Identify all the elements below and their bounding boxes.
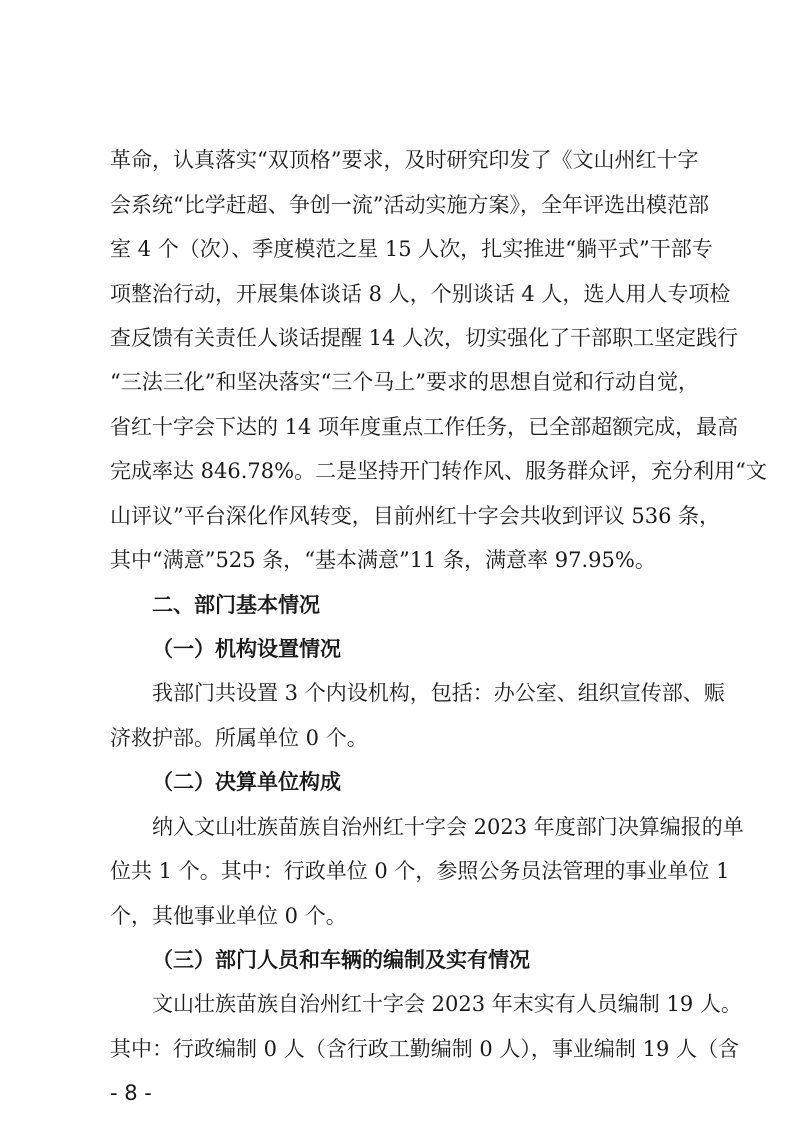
paragraph-line: 其中“满意”525 条，“基本满意”11 条，满意率 97.95%。 xyxy=(110,548,656,572)
paragraph-line: 我部门共设置 3 个内设机构，包括：办公室、组织宣传部、赈 xyxy=(152,681,725,705)
paragraph-line: 其中：行政编制 0 人（含行政工勤编制 0 人），事业编制 19 人（含 xyxy=(110,1037,739,1061)
section-heading: 二、部门基本情况 xyxy=(152,593,320,617)
subsection-heading: （一）机构设置情况 xyxy=(152,636,341,661)
paragraph-line: 济救护部。所属单位 0 个。 xyxy=(110,726,368,750)
paragraph-line: 完成率达 846.78%。二是坚持开门转作风、服务群众评，充分利用“文 xyxy=(110,459,767,483)
paragraph-line: 位共 1 个。其中：行政单位 0 个，参照公务员法管理的事业单位 1 xyxy=(110,859,730,883)
paragraph-line: 省红十字会下达的 14 项年度重点工作任务，已全部超额完成，最高 xyxy=(110,415,739,439)
page-number: - 8 - xyxy=(110,1081,152,1105)
paragraph-line: 个，其他事业单位 0 个。 xyxy=(110,904,347,928)
subsection-heading: （三）部门人员和车辆的编制及实有情况 xyxy=(152,947,530,972)
paragraph-line: 革命，认真落实“双顶格”要求，及时研究印发了《文山州红十字 xyxy=(110,148,699,172)
paragraph-line: 会系统“比学赶超、争创一流”活动实施方案》，全年评选出模范部 xyxy=(110,193,709,217)
paragraph-line: 纳入文山壮族苗族自治州红十字会 2023 年度部门决算编报的单 xyxy=(152,815,744,839)
paragraph-line: 室 4 个（次）、季度模范之星 15 人次，扎实推进“躺平式”干部专 xyxy=(110,237,713,261)
paragraph-line: 文山壮族苗族自治州红十字会 2023 年末实有人员编制 19 人。 xyxy=(152,992,742,1016)
paragraph-line: “三法三化”和坚决落实“三个马上”要求的思想自觉和行动自觉， xyxy=(110,370,699,394)
paragraph-line: 查反馈有关责任人谈话提醒 14 人次，切实强化了干部职工坚定践行 xyxy=(110,326,739,350)
paragraph-line: 山评议”平台深化作风转变，目前州红十字会共收到评议 536 条， xyxy=(110,504,721,528)
subsection-heading: （二）决算单位构成 xyxy=(152,769,341,794)
paragraph-line: 项整治行动，开展集体谈话 8 人，个别谈话 4 人，选人用人专项检 xyxy=(110,282,731,306)
